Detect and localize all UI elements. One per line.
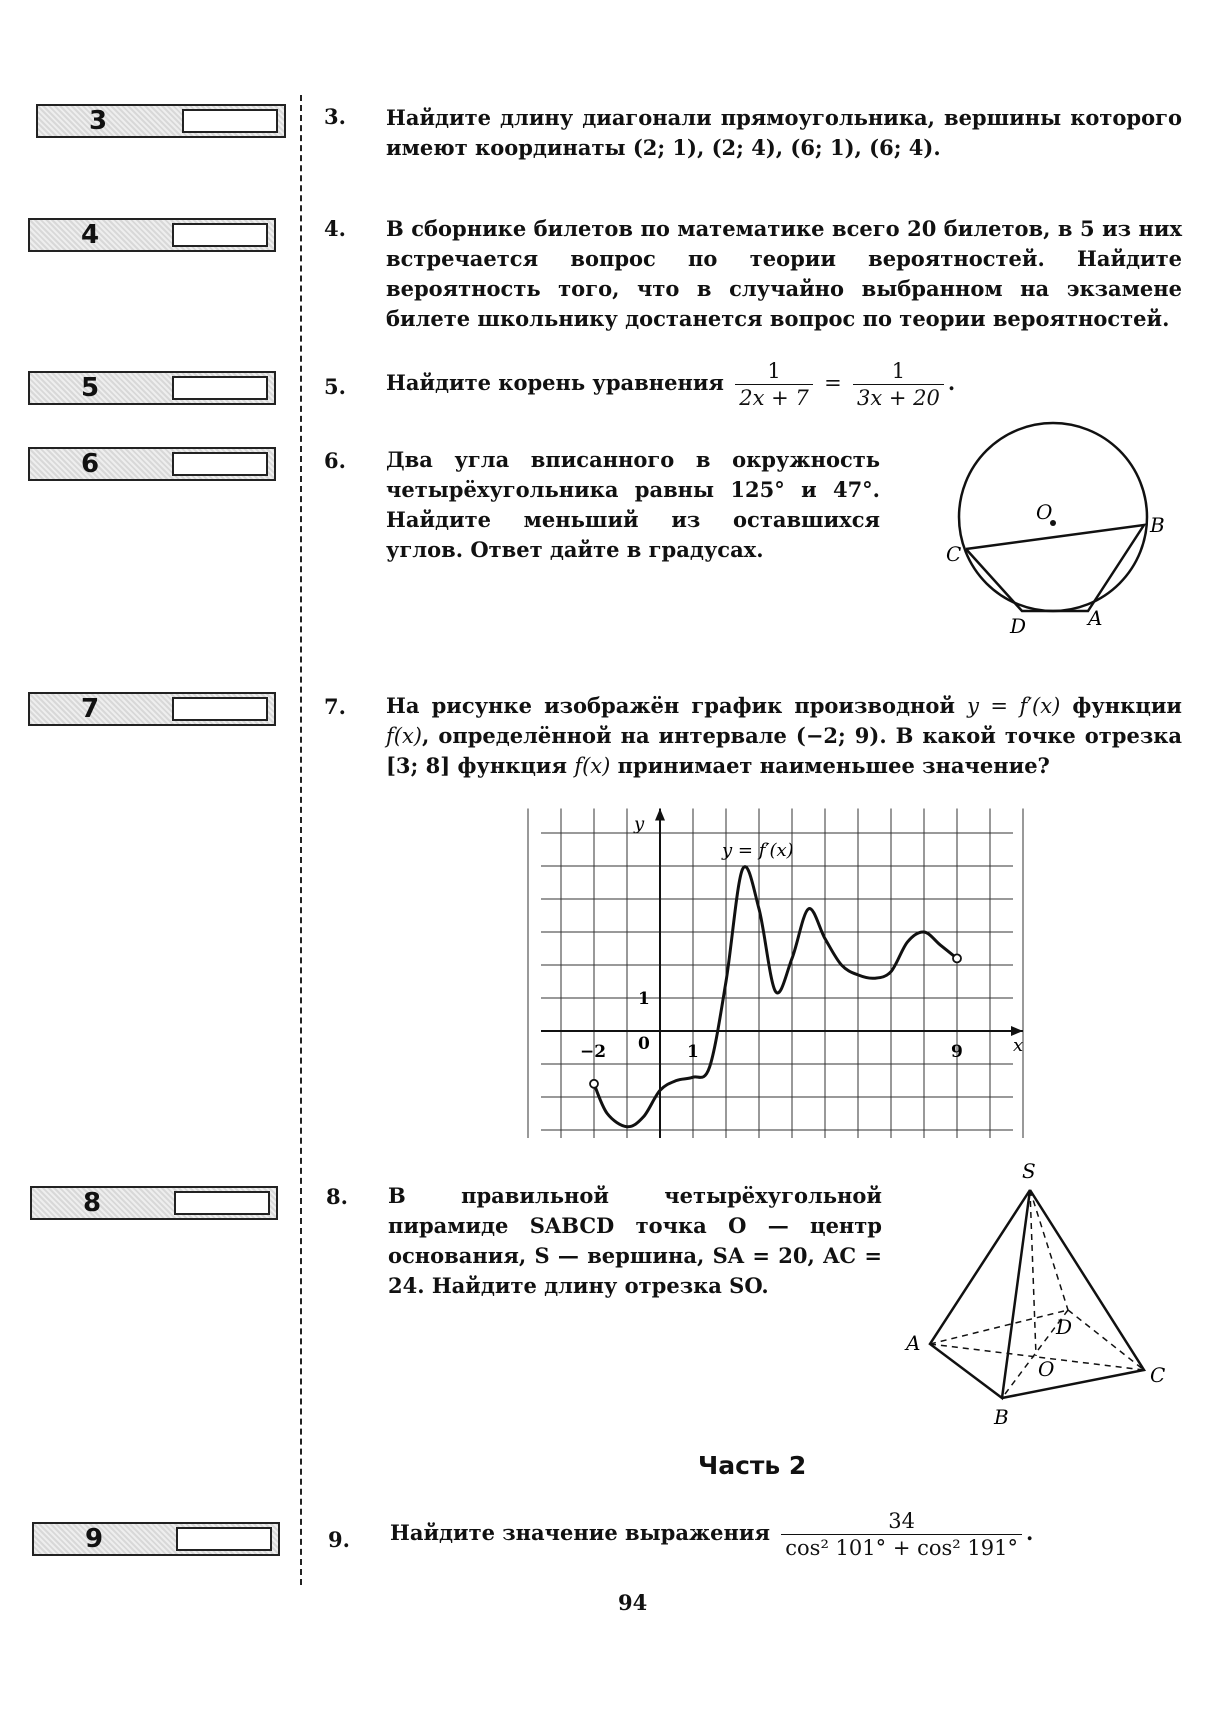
open-endpoint [953, 954, 961, 962]
x-tick-label-9: 9 [951, 1042, 963, 1062]
label-s: S [1022, 1159, 1036, 1183]
x-axis-label: x [1013, 1035, 1024, 1056]
page-number: 94 [618, 1590, 648, 1615]
label-o: O [1036, 500, 1053, 524]
circle [959, 423, 1147, 611]
label-c: C [946, 542, 962, 566]
answer-box-3 [36, 104, 286, 138]
origin-label: 0 [638, 1034, 650, 1054]
answer-box-label: 8 [82, 1188, 102, 1218]
question-5-body [386, 358, 1182, 411]
answer-field-3[interactable] [182, 109, 278, 133]
answer-box-label: 3 [88, 106, 108, 136]
y-axis-label: y [634, 813, 645, 835]
derivative-graph [520, 808, 1024, 1140]
x-tick-label-minus-2: −2 [580, 1042, 607, 1062]
period: . [1025, 1520, 1034, 1545]
answer-box-label: 5 [80, 373, 100, 403]
pyramid-face-sab [930, 1190, 1030, 1398]
fraction-numerator: 1 [735, 358, 813, 385]
label-c: C [1150, 1363, 1166, 1387]
answer-box-9 [32, 1522, 280, 1556]
label-a: A [906, 1331, 921, 1355]
label-o: O [1038, 1357, 1055, 1381]
label-d: D [1010, 614, 1027, 638]
fraction-numerator: 34 [781, 1508, 1022, 1535]
cut-line [300, 95, 302, 1585]
label-d: D [1056, 1315, 1073, 1339]
question-7-number: 7. [324, 694, 346, 719]
inscribed-quadrilateral-figure [940, 425, 1180, 645]
period: . [947, 370, 956, 395]
answer-field-9[interactable] [176, 1527, 272, 1551]
fraction-denominator: 3x + 20 [857, 386, 940, 410]
chart-title: y = f′(x) [722, 840, 794, 862]
question-7-text-c: , определённой на интервале (−2; 9). В какой точке отрезка [3; 8] функция [386, 723, 1182, 778]
question-7-text-a: На рисунке изображён график производной [386, 693, 955, 718]
edge-ad [930, 1310, 1068, 1344]
question-5-text: Найдите корень уравнения [386, 370, 724, 395]
question-9-body [390, 1508, 1180, 1561]
question-6-number: 6. [324, 448, 346, 473]
answer-box-label: 9 [84, 1524, 104, 1554]
question-5-number: 5. [324, 374, 346, 399]
answer-box-label: 4 [80, 220, 100, 250]
answer-box-5 [28, 371, 276, 405]
answer-box-label: 7 [80, 694, 100, 724]
open-endpoint [590, 1080, 598, 1088]
answer-field-8[interactable] [174, 1191, 270, 1215]
answer-field-7[interactable] [172, 697, 268, 721]
function-f: f(x) [574, 754, 611, 778]
pyramid-face-sbc [1002, 1190, 1144, 1398]
diagonal-ac [930, 1344, 1144, 1370]
question-8-number: 8. [326, 1184, 348, 1209]
edge-sd [1030, 1190, 1068, 1310]
question-8-text: В правильной четырёхугольной пирамиде SABCD точка O — центр основания, S — вершина, SA = 20, AC = 24. Найдите длину отрезка SO. [388, 1183, 882, 1298]
function-f: f(x) [386, 724, 423, 748]
answer-field-4[interactable] [172, 223, 268, 247]
height-so [1030, 1190, 1036, 1356]
fraction-expression [781, 1508, 1022, 1561]
fraction-lhs [735, 358, 813, 411]
answer-field-6[interactable] [172, 452, 268, 476]
question-3-number: 3. [324, 104, 346, 129]
x-tick-label-1: 1 [687, 1042, 699, 1062]
quadrilateral [966, 525, 1144, 611]
answer-box-6 [28, 447, 276, 481]
edge-dc [1068, 1310, 1144, 1370]
question-6-text: Два угла вписанного в окружность четырёхугольника равны 125° и 47°. Найдите меньший из оставшихся углов. Ответ дайте в градусах. [386, 447, 880, 562]
answer-box-4 [28, 218, 276, 252]
question-7-body [386, 691, 1182, 781]
pyramid-figure [900, 1158, 1180, 1432]
question-4-text: В сборнике билетов по математике всего 20 билетов, в 5 из них встречается вопрос по теории вероятностей. Найдите вероятность того, что в случайно выбранном на экзамене билете школьнику достанется вопрос по теории вероятностей. [386, 216, 1182, 331]
label-b: B [1150, 513, 1165, 537]
question-4-number: 4. [324, 216, 346, 241]
fraction-denominator: 2x + 7 [739, 386, 809, 410]
derivative-formula: y = f′(x) [967, 694, 1061, 718]
question-9-number: 9. [328, 1527, 350, 1552]
fraction-denominator: cos² 101° + cos² 191° [785, 1536, 1018, 1560]
label-a: A [1088, 606, 1103, 630]
label-b: B [994, 1405, 1009, 1429]
answer-box-8 [30, 1186, 278, 1220]
fraction-numerator: 1 [853, 358, 944, 385]
fraction-rhs [853, 358, 944, 411]
question-7-text-d: принимает наименьшее значение? [617, 753, 1050, 778]
question-3-text: Найдите длину диагонали прямоугольника, вершины которого имеют координаты (2; 1), (2; 4), (6; 1), (6; 4). [386, 105, 1182, 160]
y-axis-arrow [655, 809, 665, 821]
answer-box-label: 6 [80, 449, 100, 479]
question-9-text: Найдите значение выражения [390, 1520, 770, 1545]
y-tick-label-1: 1 [638, 989, 650, 1009]
section-heading-part-2: Часть 2 [698, 1451, 807, 1480]
answer-box-7 [28, 692, 276, 726]
equals-sign: = [824, 371, 842, 395]
question-7-text-b: функции [1072, 693, 1182, 718]
answer-field-5[interactable] [172, 376, 268, 400]
